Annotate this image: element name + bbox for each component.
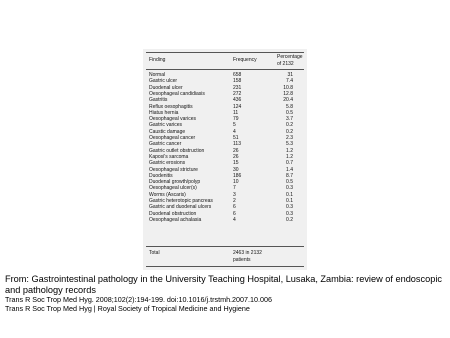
- row-frequency: 6: [233, 204, 236, 211]
- row-percentage: 0.2: [286, 122, 293, 129]
- row-percentage: 12.8: [283, 90, 293, 97]
- row-finding: Gastric ulcer: [149, 78, 178, 85]
- row-finding: Worms (Ascaris): [149, 191, 186, 198]
- figure-caption: [5, 274, 447, 313]
- row-percentage: 0.2: [286, 128, 293, 135]
- row-finding: Reflux oesophagitis: [149, 103, 193, 110]
- row-percentage: 1.2: [286, 153, 293, 160]
- row-percentage: 3.7: [286, 116, 293, 123]
- row-frequency: 113: [233, 141, 241, 148]
- row-finding: Oesophageal cancer: [149, 135, 196, 141]
- row-frequency: 4: [233, 216, 236, 223]
- row-frequency: 26: [233, 153, 239, 160]
- row-finding: Gastric cancer: [149, 141, 182, 148]
- row-finding: Oesophageal achalasia: [149, 216, 202, 223]
- row-frequency: 272: [233, 90, 242, 97]
- header-finding: Finding: [149, 57, 166, 63]
- row-finding: Oesophageal stricture: [149, 166, 198, 173]
- row-percentage: 0.5: [286, 179, 293, 186]
- caption-publisher: Trans R Soc Trop Med Hyg | Royal Society of Tropical Medicine and Hygiene: [5, 304, 250, 314]
- row-frequency: 10: [233, 179, 239, 186]
- row-percentage: 5.3: [286, 141, 293, 148]
- row-frequency: 30: [233, 166, 239, 173]
- findings-table: [143, 49, 307, 270]
- row-finding: Normal: [149, 72, 166, 78]
- row-percentage: 8.7: [286, 172, 293, 179]
- row-frequency: 51: [233, 135, 239, 141]
- row-percentage: 0.1: [286, 198, 293, 204]
- row-finding: Duodenal growth/polyp: [149, 179, 201, 186]
- row-frequency: 5: [233, 122, 236, 129]
- row-percentage: 1.2: [286, 147, 293, 154]
- row-frequency: 3: [233, 191, 236, 198]
- row-finding: Duodenal ulcer: [149, 84, 183, 91]
- row-frequency: 124: [233, 103, 242, 110]
- row-percentage: 0.1: [286, 191, 293, 198]
- row-frequency: 11: [233, 109, 239, 116]
- row-finding: Oesophageal varices: [149, 116, 196, 123]
- header-frequency: Frequency: [233, 57, 257, 63]
- row-finding: Duodenal obstruction: [149, 210, 197, 217]
- row-finding: Gastric and duodenal ulcers: [149, 204, 212, 211]
- total-frequency-sub: patients: [233, 256, 251, 263]
- table-total-rule: [146, 246, 304, 247]
- row-percentage: 5.8: [286, 103, 293, 110]
- row-frequency: 4: [233, 128, 236, 135]
- table-bottom-rule: [146, 266, 304, 267]
- row-finding: Oesophageal ulcer(s): [149, 185, 197, 192]
- row-frequency: 436: [233, 97, 242, 104]
- header-percentage-sub: of 2132: [277, 60, 294, 67]
- total-frequency: 2463 in 2132: [233, 250, 262, 256]
- row-percentage: 0.2: [286, 216, 293, 223]
- row-percentage: 1.4: [286, 166, 293, 173]
- row-finding: Gastric varices: [149, 122, 183, 129]
- row-frequency: 7: [233, 185, 236, 192]
- table-header-rule: [146, 69, 304, 70]
- row-percentage: 0.3: [286, 210, 293, 217]
- row-percentage: 0.7: [286, 160, 293, 167]
- row-frequency: 79: [233, 116, 239, 123]
- row-finding: Gastric heterotopic pancreas: [149, 198, 213, 204]
- total-label: Total: [149, 250, 160, 256]
- row-frequency: 186: [233, 172, 242, 179]
- row-finding: Caustic damage: [149, 128, 186, 135]
- row-finding: Hiatus hernia: [149, 109, 179, 116]
- row-percentage: 31: [287, 72, 293, 78]
- row-finding: Oesophageal candidiasis: [149, 90, 205, 97]
- row-percentage: 7.4: [286, 78, 293, 85]
- row-percentage: 0.5: [286, 109, 293, 116]
- row-finding: Kaposi's sarcoma: [149, 153, 189, 160]
- header-percentage: Percentage: [277, 54, 303, 60]
- row-frequency: 2: [233, 198, 236, 204]
- row-percentage: 0.3: [286, 204, 293, 211]
- row-frequency: 6: [233, 210, 236, 217]
- row-percentage: 2.3: [286, 135, 293, 141]
- row-finding: Gastritis: [149, 97, 168, 104]
- row-frequency: 26: [233, 147, 239, 154]
- table-top-rule: [146, 52, 304, 53]
- row-frequency: 231: [233, 84, 242, 91]
- row-frequency: 658: [233, 72, 242, 78]
- row-frequency: 15: [233, 160, 239, 167]
- row-percentage: 10.8: [283, 84, 293, 91]
- caption-source-title: From: Gastrointestinal pathology in the University Teaching Hospital, Lusaka, Zambia: review of endoscopic and pathology records: [5, 274, 442, 295]
- row-finding: Gastric erosions: [149, 160, 186, 167]
- row-percentage: 0.3: [286, 185, 293, 192]
- row-frequency: 158: [233, 78, 242, 85]
- caption-citation: Trans R Soc Trop Med Hyg. 2008;102(2):194-199. doi:10.1016/j.trstmh.2007.10.006: [5, 295, 273, 305]
- row-finding: Gastric outlet obstruction: [149, 147, 205, 154]
- row-finding: Duodenitis: [149, 172, 173, 179]
- row-percentage: 20.4: [283, 97, 293, 104]
